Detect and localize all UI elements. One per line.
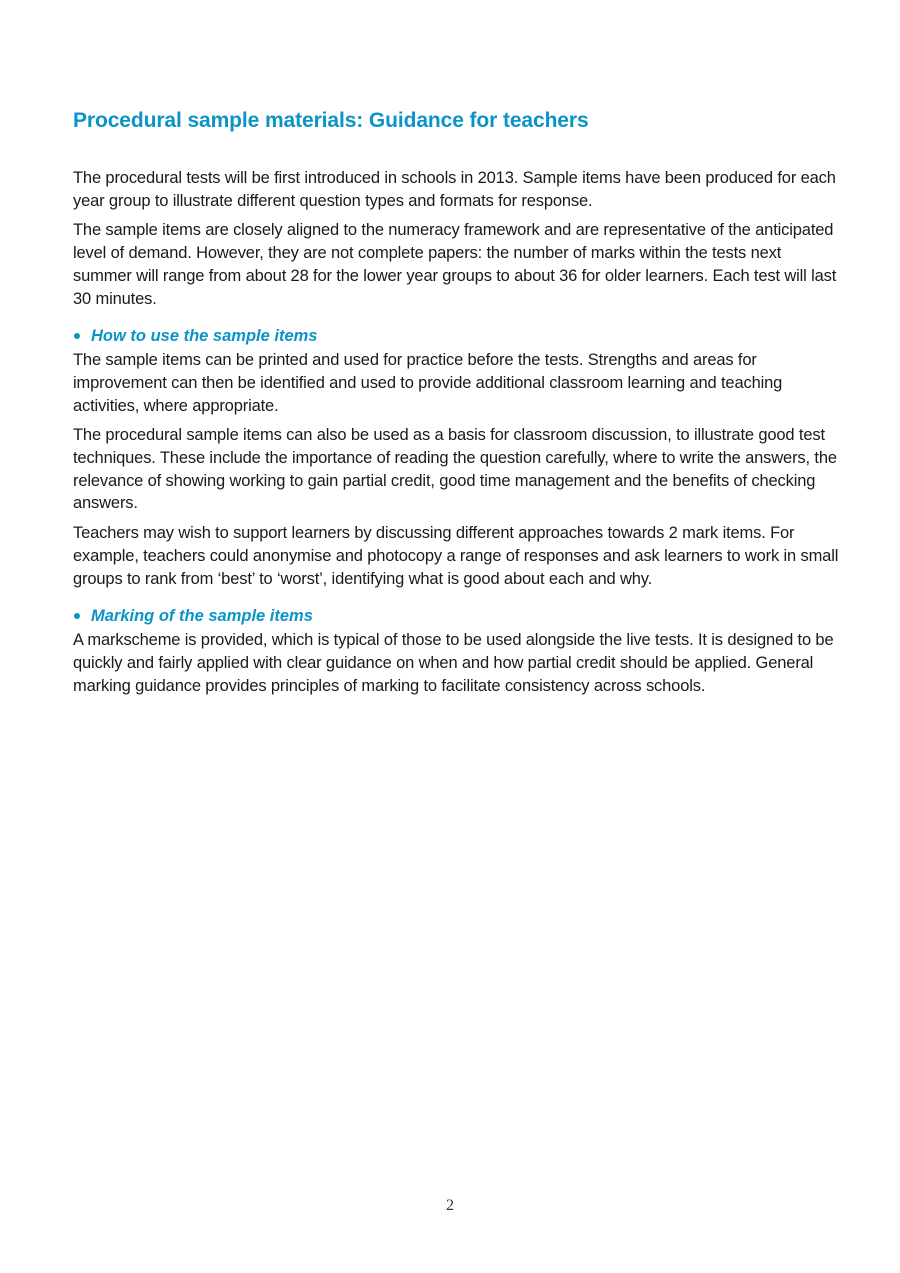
intro-paragraph: The procedural tests will be first introduced in schools in 2013. Sample items have been produced for each year group to illustrate different question types and formats for response. bbox=[73, 169, 836, 210]
section-heading-marking bbox=[73, 605, 843, 627]
section-heading-how-to-use bbox=[73, 325, 843, 347]
intro-paragraph: The sample items are closely aligned to the numeracy framework and are representative of the anticipated level of demand. However, they are not complete papers: the number of marks within the tests next summer will range from about 28 for the lower year groups to about 36 for older learners. Each test will last 30 minutes. bbox=[73, 221, 837, 308]
section-paragraph: The sample items can be printed and used for practice before the tests. Strengths and areas for improvement can then be identified and used to provide additional classroom learning and teaching activities, where appropriate. bbox=[73, 351, 783, 415]
section-heading-label: How to use the sample items bbox=[91, 327, 318, 346]
page-title: Procedural sample materials: Guidance for teachers bbox=[73, 109, 589, 132]
section-paragraph: A markscheme is provided, which is typical of those to be used alongside the live tests. It is designed to be quickly and fairly applied with clear guidance on when and how partial credit should be applied. General marking guidance provides principles of marking to facilitate consistency across schools. bbox=[73, 631, 834, 695]
bullet-icon bbox=[74, 333, 80, 339]
section-paragraph: The procedural sample items can also be used as a basis for classroom discussion, to illustrate good test techniques. These include the importance of reading the question carefully, where to write the answers, the relevance of showing working to gain partial credit, good time management and the benefits of checking answers. bbox=[73, 426, 837, 513]
bullet-icon bbox=[74, 613, 80, 619]
section-heading-label: Marking of the sample items bbox=[91, 607, 313, 626]
page-number: 2 bbox=[446, 1197, 454, 1214]
document-page bbox=[73, 106, 843, 704]
section-paragraph: Teachers may wish to support learners by discussing different approaches towards 2 mark items. For example, teachers could anonymise and photocopy a range of responses and ask learners to work in small groups to rank from ‘best’ to ‘worst’, identifying what is good about each and why. bbox=[73, 524, 839, 588]
